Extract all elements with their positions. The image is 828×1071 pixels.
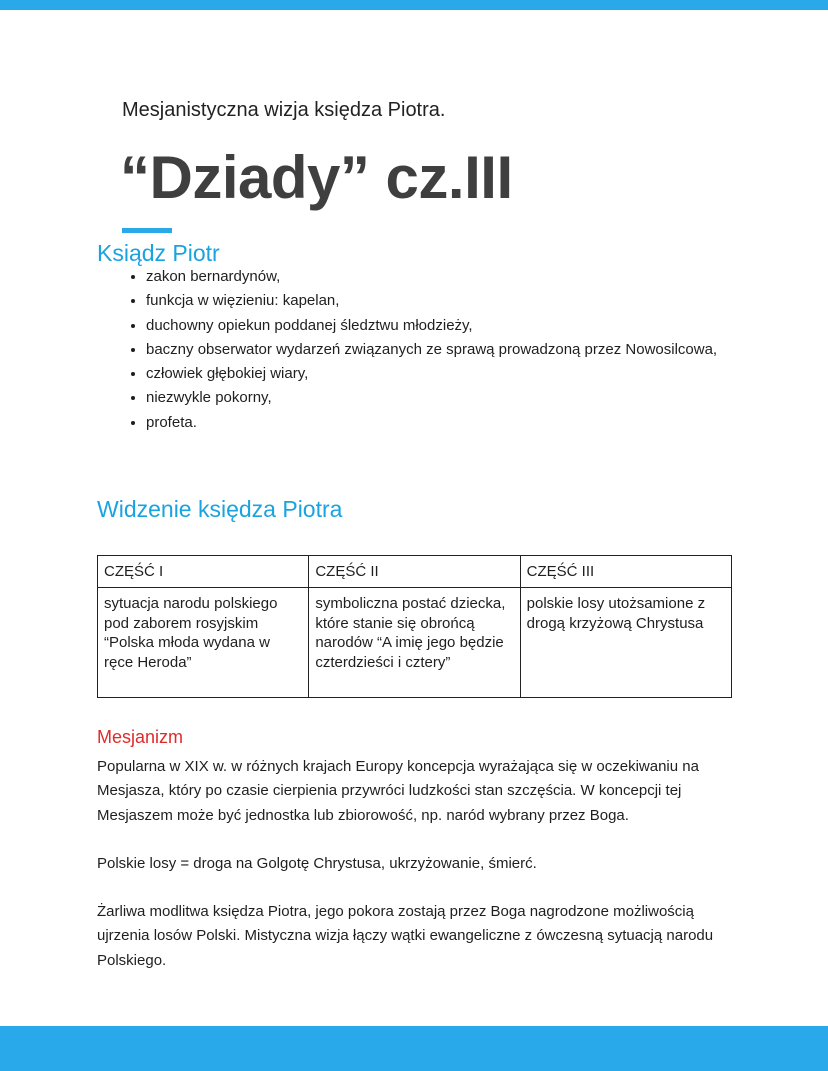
messianism-summary: Żarliwa modlitwa księdza Piotra, jego pokora zostają przez Boga nagrodzone możliwością ujrzenia losów Polski. Mistyczna wizja łączy wątki ewangeliczne z ówczesną sytuacją narodu Polskiego. [97, 903, 714, 969]
list-item: • funkcja w więzieniu: kapelan, [146, 289, 746, 313]
list-item: • baczny obserwator wydarzeń związanych ze sprawą prowadzoną przez Nowosilcowa, [146, 338, 746, 362]
table-row [98, 588, 732, 698]
list-item: • człowiek głębokiej wiary, [146, 362, 746, 386]
section-heading-messianism: Mesjanizm [97, 727, 184, 747]
top-accent-bar [0, 0, 828, 10]
table-header-cell: CZĘŚĆ II [309, 556, 520, 588]
table-header-cell: CZĘŚĆ III [520, 556, 731, 588]
list-item: • profeta. [146, 411, 746, 435]
section-heading-priest: Ksiądz Piotr [97, 240, 220, 266]
page-title: “Dziady” cz.III [120, 144, 513, 211]
table-header-row [98, 556, 732, 588]
vision-parts-table [97, 555, 732, 698]
table-cell: sytuacja narodu polskiego pod zaborem rosyjskim “Polska młoda wydana w ręce Heroda” [98, 588, 309, 698]
page-subtitle: Mesjanistyczna wizja księdza Piotra. [122, 99, 446, 121]
messianism-comparison: Polskie losy = droga na Golgotę Chrystusa, ukrzyżowanie, śmierć. [97, 855, 537, 872]
list-item: • niezwykle pokorny, [146, 386, 746, 410]
table-cell: polskie losy utożsamione z drogą krzyżową Chrystusa [520, 588, 731, 698]
table-header-cell: CZĘŚĆ I [98, 556, 309, 588]
priest-traits-list [98, 265, 746, 435]
section-heading-vision: Widzenie księdza Piotra [97, 496, 343, 522]
messianism-definition: Popularna w XIX w. w różnych krajach Europy koncepcja wyrażająca się w oczekiwaniu na Mesjasza, który po czasie cierpienia przywróci ludzkości stan szczęścia. W koncepcji tej Mesjaszem może być jednostka lub zbiorowość, np. naród wybrany przez Boga. [97, 758, 699, 824]
bottom-accent-bar [0, 1026, 828, 1071]
list-item: • duchowny opiekun poddanej śledztwu młodzieży, [146, 314, 746, 338]
table-cell: symboliczna postać dziecka, które stanie się obrońcą narodów “A imię jego będzie czterdzieści i cztery” [309, 588, 520, 698]
title-underline [122, 228, 172, 233]
list-item: • zakon bernardynów, [146, 265, 746, 289]
